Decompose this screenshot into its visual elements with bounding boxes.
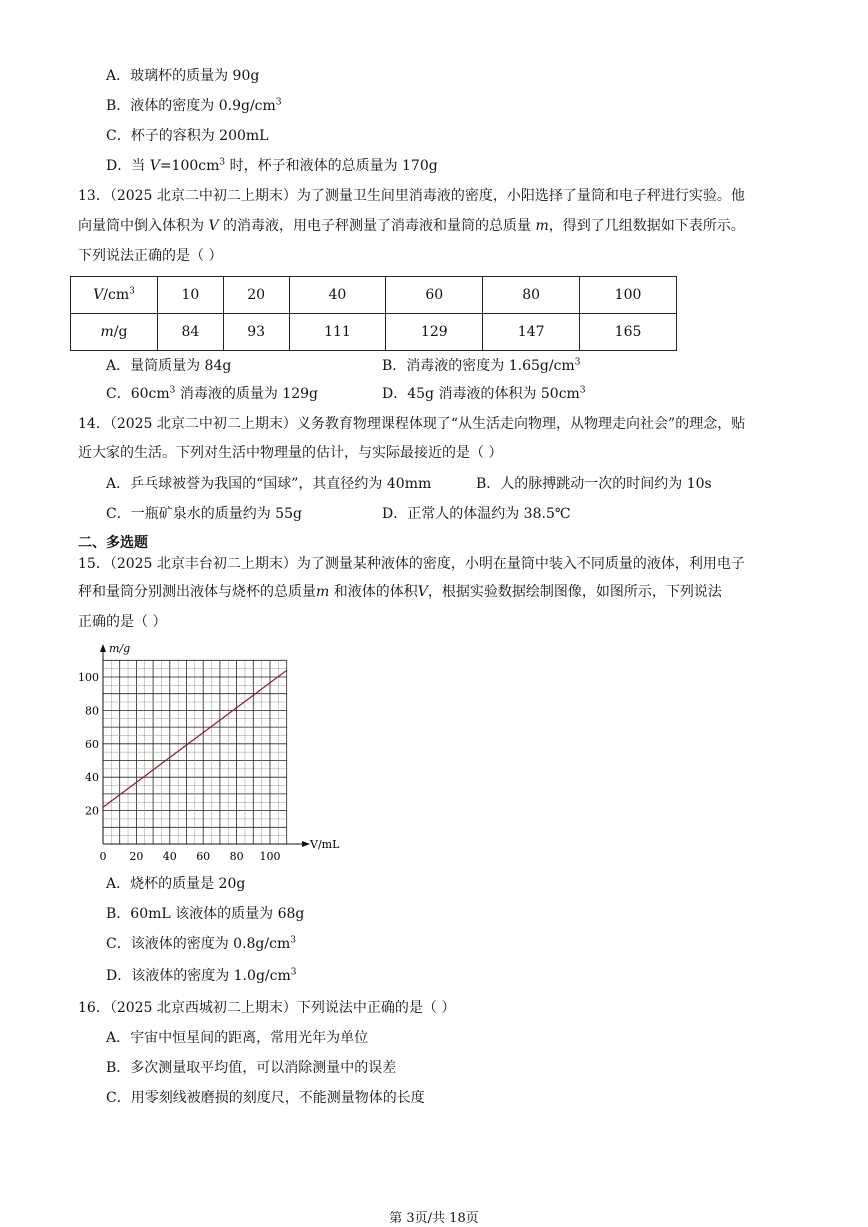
x-tick-label: 80 [229,850,244,863]
x-axis-arrow [302,841,310,847]
x-tick-label: 100 [259,850,281,863]
table-cell: 165 [580,314,677,351]
table-cell: 60 [386,277,483,314]
q13-data-table [70,276,677,351]
q16-stem: 16．（2025 北京西城初二上期末）下列说法中正确的是（ ） [78,1000,456,1016]
table-row [71,314,677,351]
y-tick-label: 100 [78,671,99,684]
q13-stem-line1: 13．（2025 北京二中初二上期末）为了测量卫生间里消毒液的密度，小阳选择了量筒和电子秤进行实验。他 [78,188,745,204]
q13-option-d: D．45g 消毒液的体积为 $50cm^3$ [382,385,586,402]
table-cell: 100 [580,277,677,314]
q15-stem-line3: 正确的是（ ） [78,614,167,630]
table-cell: 10 [158,277,224,314]
table-cell: 40 [289,277,386,314]
q13-option-b: B．消毒液的密度为 $1.65g/cm^3$ [382,357,581,374]
chart-tick-labels [78,671,281,863]
table-cell: 80 [483,277,580,314]
x-tick-label: 0 [99,850,107,863]
q14-option-c: C．一瓶矿泉水的质量约为 55g [106,506,302,522]
q14-option-b: B．人的脉搏跳动一次的时间约为 10s [476,476,712,492]
x-tick-label: 40 [162,850,177,863]
page-footer: 第 3页/共 18页 [389,1211,479,1226]
y-tick-label: 40 [85,771,99,785]
table-header-volume: $V/cm^3$ [71,277,158,314]
y-tick-label: 20 [85,804,99,818]
y-tick-label: 60 [85,737,99,751]
table-cell: 147 [483,314,580,351]
q15-option-c: C．该液体的密度为 $0.8g/cm^3$ [106,935,296,952]
q15-option-a: A．烧杯的质量是 20g [106,876,246,892]
table-cell: 93 [223,314,289,351]
y-axis-arrow [100,644,106,652]
q15-stem-line1: 15．（2025 北京丰台初二上期末）为了测量某种液体的密度，小明在量筒中装入不同质量的液体，利用电子 [78,556,745,572]
q12-option-a: A．玻璃杯的质量为 90g [106,68,260,84]
q16-option-a: A．宇宙中恒星间的距离，常用光年为单位 [106,1030,369,1046]
q14-stem-line2: 近大家的生活。下列对生活中物理量的估计，与实际最接近的是（ ） [78,445,503,461]
q12-option-d: D．当 $V=100cm^3$ 时，杯子和液体的总质量为 170g [106,157,438,174]
q15-option-d: D．该液体的密度为 $1.0g/cm^3$ [106,967,297,984]
q13-stem-line2: 向量筒中倒入体积为 V 的消毒液，用电子秤测量了消毒液和量筒的总质量 m，得到了几组数据如下表所示。 [78,218,745,234]
q13-option-a: A．量筒质量为 84g [106,358,232,374]
q16-option-b: B．多次测量取平均值，可以消除测量中的误差 [106,1060,397,1076]
y-tick-label: 80 [85,704,99,718]
y-axis-label: m/g [109,642,131,655]
q13-option-c: C．$60cm^3$ 消毒液的质量为 129g [106,385,318,402]
x-tick-label: 20 [129,850,144,863]
q14-option-a: A．乒乓球被誉为我国的“国球”，其直径约为 40mm [106,476,432,492]
q15-option-b: B．60mL 该液体的质量为 68g [106,906,305,922]
table-cell: 84 [158,314,224,351]
table-cell: 129 [386,314,483,351]
q16-option-c: C．用零刻线被磨损的刻度尺，不能测量物体的长度 [106,1090,425,1106]
table-cell: 111 [289,314,386,351]
q13-stem-line3: 下列说法正确的是（ ） [78,248,223,264]
q15-stem-line2: 秤和量筒分别测出液体与烧杯的总质量m 和液体的体积V，根据实验数据绘制图像，如图所示，下列说法 [78,584,722,600]
q15-graph [72,640,352,870]
x-tick-label: 60 [196,850,211,863]
table-row [71,277,677,314]
chart-grid [103,660,287,844]
table-header-mass: m/g [71,314,158,351]
section-heading-multiple-choice: 二、多选题 [78,535,148,551]
table-cell: 20 [223,277,289,314]
q14-option-d: D．正常人的体温约为 38.5℃ [382,506,571,522]
x-axis-label: V/mL [310,838,340,851]
q12-option-b: B．液体的密度为 $0.9g/cm^3$ [106,97,282,114]
q14-stem-line1: 14．（2025 北京二中初二上期末）义务教育物理课程体现了“从生活走向物理，从物理走向社会”的理念，贴 [78,416,746,432]
q12-option-c: C．杯子的容积为 200mL [106,128,269,144]
